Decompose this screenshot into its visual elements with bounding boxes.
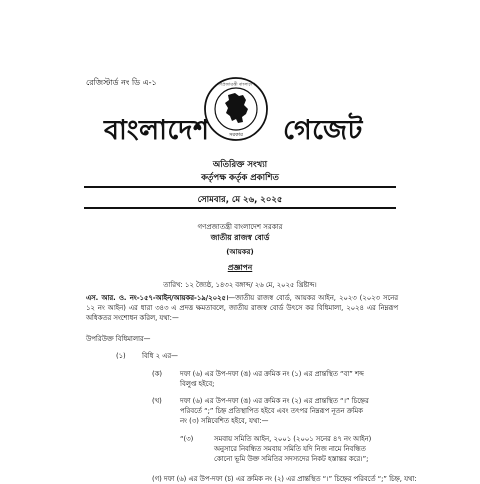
section-name: (আয়কর)	[226, 248, 254, 256]
rule-label: (১)	[116, 352, 126, 360]
rule-text: বিধি ২ এর—	[142, 352, 178, 360]
issue-date: সোমবার, মে ২৬, ২০২৫	[197, 195, 283, 205]
registration-number: রেজিস্টার্ড নং ডি এ-১	[86, 78, 157, 87]
item-b-line: দফা (৬) এর উপ-দফা (ঙ) এর ক্রমিক নং (২) এর প্রান্তস্থিত “।” চিহ্নের	[180, 397, 369, 405]
item-a-line: বিলুপ্ত হইবে;	[180, 380, 215, 388]
notice-date: তারিখ: ১২ জ্যৈষ্ঠ, ১৪৩২ বঙ্গাব্দ/ ২৬ মে, ২০২৫ খ্রিষ্টাব্দ।	[163, 281, 317, 289]
government-emblem	[203, 76, 269, 142]
board-name: জাতীয় রাজস্ব বোর্ড	[210, 233, 270, 242]
gazette-title-left: বাংলাদেশ	[104, 115, 210, 146]
item-a-label: (ক)	[152, 370, 163, 378]
notice-paragraph-text: —জাতীয় রাজস্ব বোর্ড, আয়কর আইন, ২০২৩ (২০২৩ সনের ১২ নং আইন) এর ধারা ৩৪৩ এ প্রদত্ত ক্ষমতাবলে, জাতীয় রাজস্ব বোর্ড উৎসে কর বিধিমালা, ২০২৪ এর নিম্নরূপ অধিকতর সংশোধন করিল, যথা:—	[86, 294, 398, 322]
quote-line: কোনো ভূমি উক্ত সমিতির সদস্যদের নিকট হস্তান্তর করে।”;	[214, 455, 369, 463]
quote-line: অনুসারে নিবন্ধিত সমবায় সমিতি যদি নিজ নামে নিবন্ধিত	[214, 445, 366, 453]
svg-text:সরকার: সরকার	[229, 132, 243, 138]
notice-paragraph	[86, 293, 398, 323]
published-by-label: কর্তৃপক্ষ কর্তৃক প্রকাশিত	[201, 173, 279, 183]
gazette-title-right: গেজেট	[283, 115, 363, 146]
quote-label: “(৩)	[180, 435, 194, 443]
quote-line: সমবায় সমিতি আইন, ২০০১ (২০০১ সনের ৪৭ নং আইন)	[214, 435, 372, 443]
sro-reference: এস. আর. ও. নং-১৫৭-আইন/আয়কর-১৯/২০২৫।	[86, 294, 229, 302]
header-divider-top	[84, 186, 396, 188]
notice-title: প্রজ্ঞাপন	[227, 263, 253, 272]
item-b-line: পরিবর্তে “;” চিহ্ন প্রতিস্থাপিত হইবে এবং তৎপর নিম্নরূপ নূতন ক্রমিক	[180, 407, 363, 415]
item-b-line: নং (৩) সন্নিবেশিত হইবে, যথা:—	[180, 417, 269, 425]
header-divider-bottom	[84, 207, 396, 209]
item-a-line: দফা (৬) এর উপ-দফা (ঙ) এর ক্রমিক নং (১) এর প্রান্তস্থিত “বা” শব্দ	[180, 370, 364, 378]
cut-off-line: (গ) দফা (৬) এর উপ-দফা (চ) এর ক্রমিক নং (২) এর প্রান্তস্থিত “।” চিহ্নের পরিবর্তে “;” চিহ্ন, যথা:	[152, 475, 417, 483]
item-b-label: (খ)	[152, 397, 162, 405]
government-name: গণপ্রজাতন্ত্রী বাংলাদেশ সরকার	[197, 223, 283, 231]
svg-text:গণপ্রজাতন্ত্রী বাংলাদেশ: গণপ্রজাতন্ত্রী বাংলাদেশ	[217, 81, 255, 87]
intro-text: উপরিউক্ত বিধিমালার—	[86, 335, 151, 343]
extra-issue-label: অতিরিক্ত সংখ্যা	[212, 160, 268, 170]
